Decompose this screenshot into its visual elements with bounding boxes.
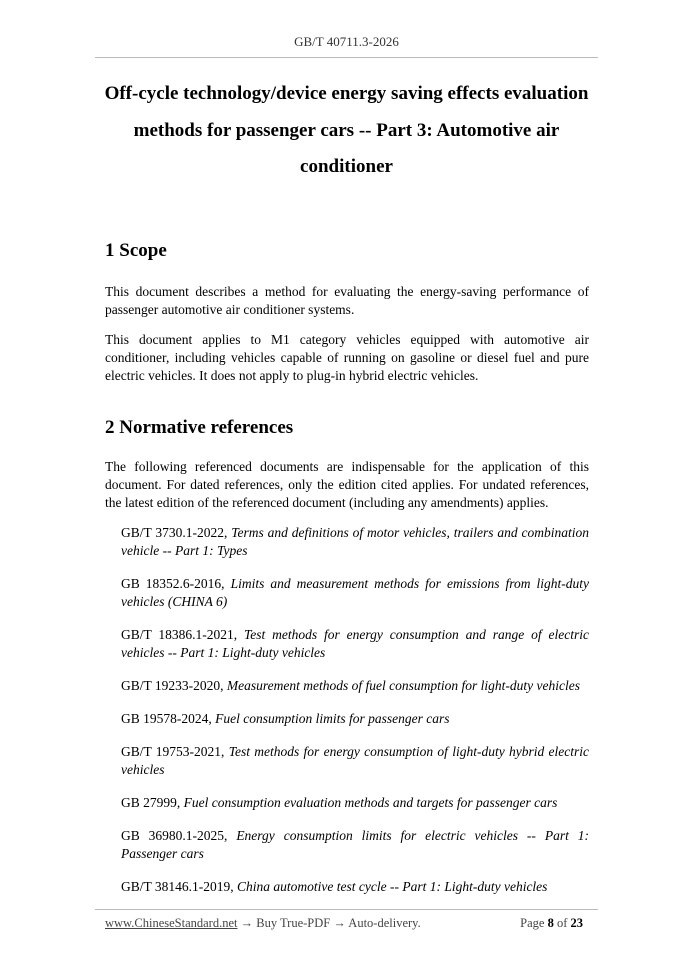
page-label: Page xyxy=(520,916,545,930)
reference-title: Limits and measurement methods for emissions from light-duty vehicles (CHINA 6) xyxy=(121,576,589,609)
page-current: 8 xyxy=(547,916,554,930)
reference-title: Terms and definitions of motor vehicles, trailers and combination vehicle -- Part 1: Types xyxy=(121,525,590,558)
scope-paragraph: This document describes a method for evaluating the energy-saving performance of passenger automotive air conditioner systems. xyxy=(105,284,589,317)
page-total: 23 xyxy=(570,916,583,930)
section-heading-normative-references: 2 Normative references xyxy=(105,417,294,438)
running-header: GB/T 40711.3-2026 xyxy=(294,34,399,49)
document-body xyxy=(105,238,589,911)
reference-item xyxy=(121,710,589,728)
reference-code: GB/T 18386.1-2021, xyxy=(121,627,238,642)
reference-title: Measurement methods of fuel consumption for light-duty vehicles xyxy=(226,678,580,693)
reference-code: GB 27999, xyxy=(121,795,181,810)
header-divider xyxy=(95,57,598,58)
reference-title: China automotive test cycle -- Part 1: Light-duty vehicles xyxy=(237,879,548,894)
document-title: Off-cycle technology/device energy saving effects evaluation methods for passenger cars -- Part 3: Automotive air conditioner xyxy=(104,83,589,177)
reference-item xyxy=(121,626,589,662)
reference-title: Test methods for energy consumption of light-duty hybrid electric vehicles xyxy=(121,744,589,777)
site-link[interactable]: www.ChineseStandard.net xyxy=(105,916,238,930)
reference-title: Fuel consumption limits for passenger cars xyxy=(215,711,450,726)
page-of: of xyxy=(556,916,568,930)
reference-code: GB/T 38146.1-2019, xyxy=(121,879,234,894)
reference-code: GB 36980.1-2025, xyxy=(121,828,228,843)
reference-item xyxy=(121,743,589,779)
reference-code: GB 18352.6-2016, xyxy=(121,576,225,591)
reference-title: Fuel consumption evaluation methods and targets for passenger cars xyxy=(183,795,558,810)
reference-item xyxy=(121,794,589,812)
footer-tagline: → Buy True-PDF → Auto-delivery. xyxy=(237,916,421,930)
footer-promo xyxy=(105,916,421,931)
section-heading-scope: 1 Scope xyxy=(105,240,167,261)
reference-item xyxy=(121,677,589,695)
reference-code: GB/T 3730.1-2022, xyxy=(121,525,228,540)
reference-code: GB/T 19753-2021, xyxy=(121,744,225,759)
footer-divider xyxy=(95,909,598,910)
reference-item xyxy=(121,878,589,896)
page-number xyxy=(520,916,583,931)
reference-title: Energy consumption limits for electric vehicles -- Part 1: Passenger cars xyxy=(121,828,589,861)
scope-paragraph: This document applies to M1 category vehicles equipped with automotive air conditioner, including vehicles capable of running on gasoline or diesel fuel and pure electric vehicles. It does not apply to plug-in hybrid electric vehicles. xyxy=(105,332,589,383)
reference-item xyxy=(121,827,589,863)
references-intro: The following referenced documents are indispensable for the application of this document. For dated references, only the edition cited applies. For undated references, the latest edition of the referenced document (including any amendments) applies. xyxy=(105,459,589,510)
reference-code: GB 19578-2024, xyxy=(121,711,212,726)
reference-list xyxy=(105,524,589,896)
reference-item xyxy=(121,524,589,560)
reference-title: Test methods for energy consumption and range of electric vehicles -- Part 1: Light-duty vehicles xyxy=(121,627,590,660)
reference-code: GB/T 19233-2020, xyxy=(121,678,224,693)
reference-item xyxy=(121,575,589,611)
